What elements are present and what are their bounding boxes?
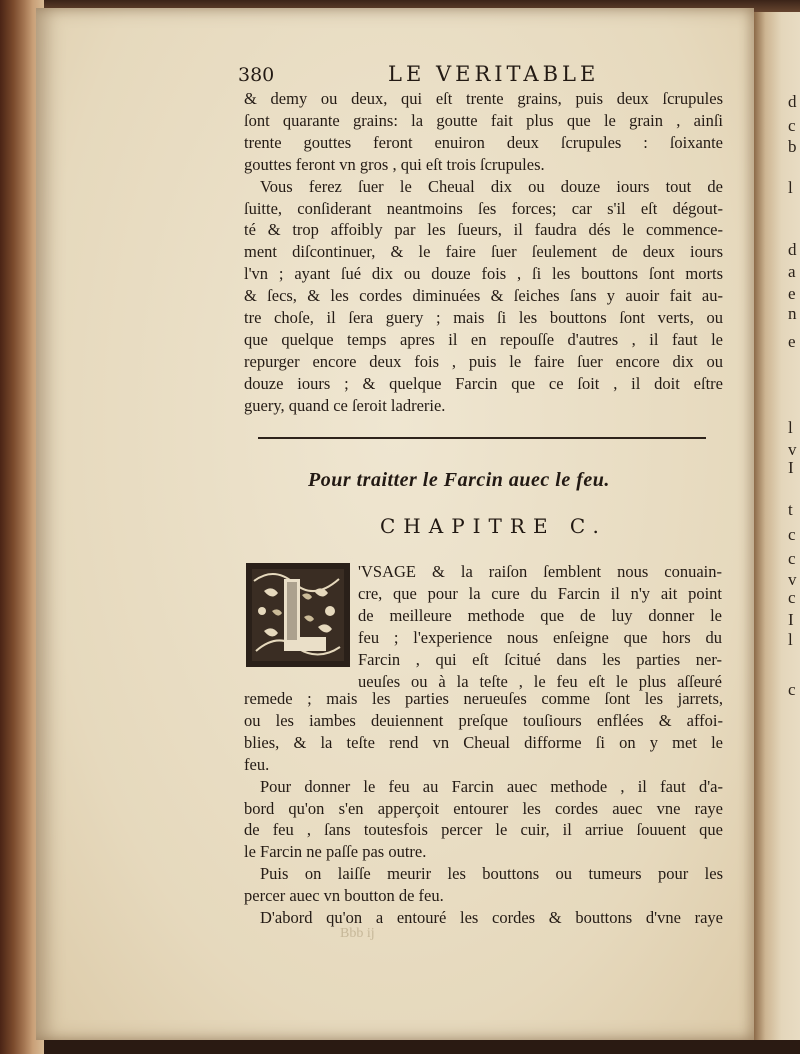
facing-page-letter: v <box>788 440 797 459</box>
facing-page-letter: c <box>788 116 796 135</box>
page-number: 380 <box>238 64 275 86</box>
signature-mark: Bbb ij <box>340 926 375 941</box>
text-line: 'VSAGE & la raiſon ſemblent nous conuain- <box>358 562 722 581</box>
facing-page-letter: t <box>788 500 793 519</box>
facing-page-letter: c <box>788 588 796 607</box>
facing-page-letter: n <box>788 304 797 323</box>
first-paragraph <box>358 561 722 692</box>
text-line: feu. <box>244 754 270 774</box>
text-line: Pour donner le feu au Farcin auec methode , il faut d'a- <box>260 776 723 796</box>
text-line: & ſecs, & les cordes diminuées & ſeiches ſans y auoir fait au- <box>244 286 723 306</box>
text-line: le Farcin ne paſſe pas outre. <box>244 842 427 862</box>
text-line: percer auec vn boutton de feu. <box>244 886 444 906</box>
section-title: Pour traitter le Farcin auec le feu. <box>308 469 610 491</box>
facing-page-letter: c <box>788 680 796 699</box>
facing-page-letter: l <box>788 630 793 649</box>
running-title: LE VERITABLE <box>388 62 600 86</box>
text-line: ment diſcontinuer, & le faire ſuer ſeulement de deux iours <box>244 242 723 262</box>
text-line: trente gouttes feront enuiron deux ſcrupules : ſoixante <box>244 132 723 152</box>
text-line: de meilleure methode que de luy donner le <box>358 605 722 625</box>
text-line: gouttes feront vn gros , qui eſt trois ſcrupules. <box>244 154 545 174</box>
text-line: ou les iambes deuiennent preſque touſiours enflées & affoi- <box>244 710 723 730</box>
facing-page-letter: e <box>788 284 796 303</box>
text-line: de feu , ſans toutesfois percer le cuir, il arriue ſouuent que <box>244 820 723 840</box>
text-line: feu ; l'experience nous enſeigne que hors du <box>358 627 722 647</box>
top-text-block <box>244 88 723 417</box>
text-line: cre, que pour la cure du Farcin il n'y ait point <box>358 583 722 603</box>
facing-page-letter: e <box>788 332 796 351</box>
continued-text-block <box>244 688 723 929</box>
facing-page-letter: b <box>788 137 797 156</box>
facing-page-letter: d <box>788 92 797 111</box>
text-line: Puis on laiſſe meurir les bouttons ou tumeurs pour les <box>260 864 723 884</box>
text-line: ſont quarante grains: la goutte fait plus que le grain , ainſi <box>244 110 723 130</box>
text-line: douze iours ; & quelque Farcin que ce ſoit , il doit eſtre <box>244 373 723 393</box>
facing-page-letter: c <box>788 525 796 544</box>
text-line: l'vn ; ayant ſué dix ou douze fois , ſi les bouttons ſont morts <box>244 264 723 284</box>
chapter-label: CHAPITRE C. <box>380 514 607 538</box>
facing-page-letter: I <box>788 610 794 629</box>
text-line: guery, quand ce ſeroit ladrerie. <box>244 395 446 415</box>
section-divider <box>258 437 706 439</box>
text-line: & demy ou deux, qui eſt trente grains, puis deux ſcrupules <box>244 89 723 108</box>
text-line: té & trop affoibly par les ſueurs, il faudra dés le commence- <box>244 220 723 240</box>
facing-page-letter: a <box>788 262 796 281</box>
text-line: que quelque temps apres il en repouſſe d'autres , il faut le <box>244 329 723 349</box>
text-line: bord qu'on s'en apperçoit entourer les cordes auec vne raye <box>244 798 723 818</box>
text-line: ueuſes ou à la teſte , le feu eſt le plus aſſeuré <box>358 671 722 691</box>
facing-page-letter: d <box>788 240 797 259</box>
facing-page-letter: I <box>788 458 794 477</box>
text-line: blies, & la teſte rend vn Cheual difforme ſi on y met le <box>244 732 723 752</box>
ornamental-initial-l <box>244 561 352 669</box>
text-line: tre choſe, il ſera guery ; mais ſi les bouttons ſont verts, ou <box>244 308 723 328</box>
text-line: D'abord qu'on a entouré les cordes & bouttons d'vne raye <box>260 908 723 928</box>
text-line: Vous ferez ſuer le Cheual dix ou douze iours tout de <box>260 176 723 196</box>
facing-page-letter: v <box>788 570 797 589</box>
text-line: Farcin , qui eſt ſcitué dans les parties ner- <box>358 649 722 669</box>
text-line: ſuitte, conſiderant neantmoins ſes forces; car s'il eſt dégout- <box>244 198 723 218</box>
text-line: repurger encore deux fois , puis le faire ſuer encore dix ou <box>244 351 723 371</box>
text-line: remede ; mais les parties nerueuſes comme ſont les jarrets, <box>244 689 723 708</box>
facing-page-letter: l <box>788 418 793 437</box>
facing-page-letter: l <box>788 178 793 197</box>
facing-page-letter: c <box>788 549 796 568</box>
